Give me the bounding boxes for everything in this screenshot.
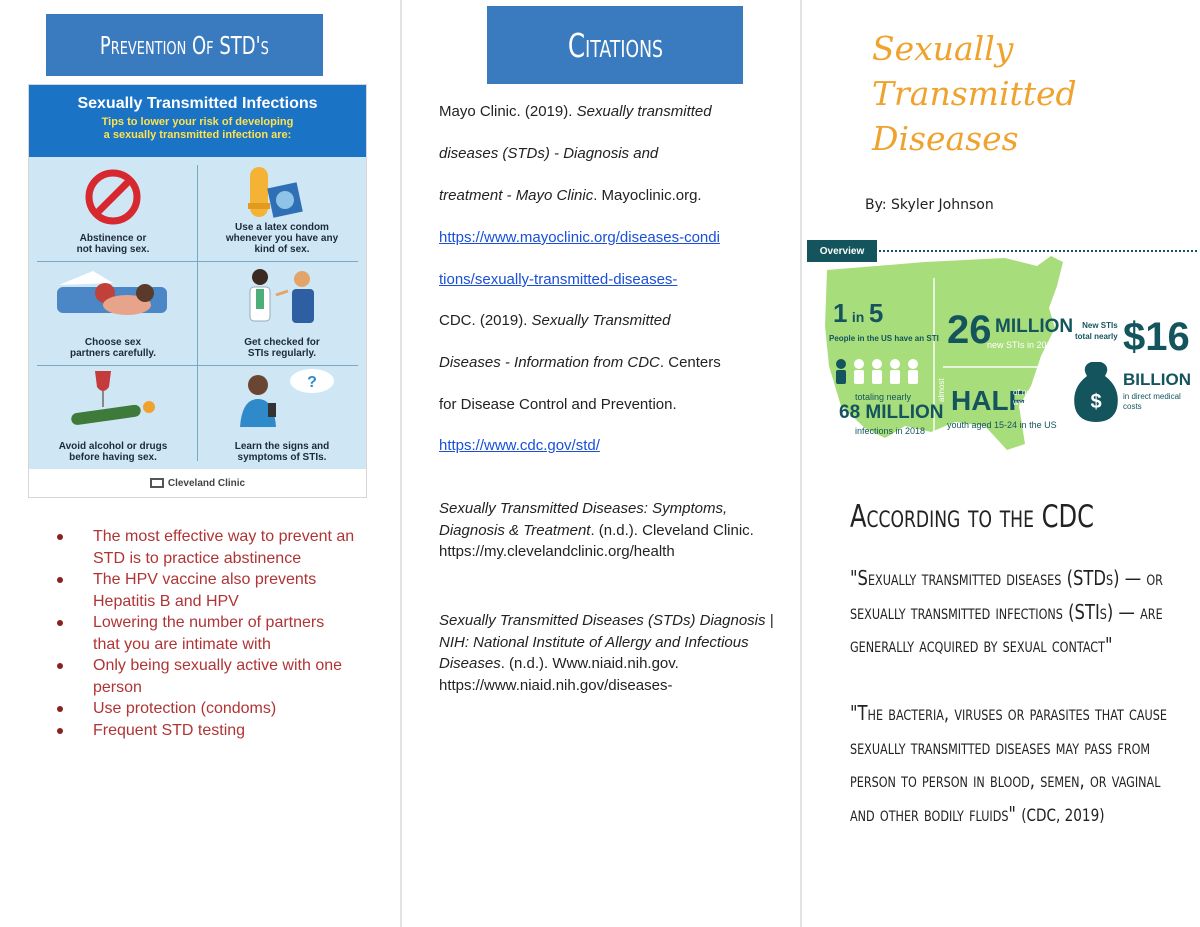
- tip-caption: Use a latex condom whenever you have any kind of sex.: [225, 222, 339, 255]
- stat-68-million: 68 MILLION: [839, 402, 944, 423]
- panel-divider-1: [400, 0, 402, 927]
- citation-niaid: Sexually Transmitted Diseases (STDs) Diagnosis | NIH: National Institute of Allergy and Infectious Diseases. (n.d.). Www.niaid.nih.gov. https://www.niaid.nih.gov/diseases-: [439, 612, 774, 694]
- infographic-tips-grid: [29, 157, 366, 469]
- stat-half-caption: of new STIs were among: [1013, 388, 1058, 407]
- stat-26: 26: [947, 308, 992, 352]
- tip-caption: Avoid alcohol or drugs before having sex.: [58, 441, 168, 463]
- couple-icon: [53, 265, 173, 331]
- tip-condom: [198, 157, 366, 261]
- citation-mayo-line3: treatment - Mayo Clinic. Mayoclinic.org.: [439, 187, 702, 204]
- prevention-infographic: [28, 84, 367, 498]
- list-item: The HPV vaccine also prevents Hepatitis B and HPV: [55, 569, 355, 612]
- citation-mayo-line1: Mayo Clinic. (2019). Sexually transmitted: [439, 103, 712, 120]
- prevention-header: Prevention Of STD's: [46, 14, 323, 76]
- mayo-clinic-link-continued[interactable]: tions/sexually-transmitted-diseases-: [439, 271, 678, 288]
- doctor-patient-icon: [232, 265, 332, 331]
- cleveland-clinic-logo-icon: [150, 478, 164, 488]
- infographic-subtitle: Tips to lower your risk of developing a sexually transmitted infection are:: [101, 116, 294, 141]
- svg-text:$: $: [1090, 391, 1102, 413]
- list-item: Frequent STD testing: [55, 720, 355, 742]
- cdc-link[interactable]: https://www.cdc.gov/std/: [439, 437, 600, 454]
- mayo-link-part2[interactable]: [439, 271, 677, 288]
- quote-citation: (CDC, 2019): [1021, 805, 1105, 826]
- tip-partners: [29, 261, 197, 365]
- tip-caption: Get checked for STIs regularly.: [244, 337, 320, 359]
- panel-divider-2: [800, 0, 802, 927]
- tip-caption: Learn the signs and symptoms of STIs.: [234, 441, 330, 463]
- mayo-link-part1[interactable]: [439, 229, 720, 246]
- tip-abstinence: [29, 157, 197, 261]
- stat-direct-costs: in direct medical costs: [1123, 392, 1181, 411]
- prevention-bullet-list: [55, 526, 355, 741]
- svg-text:?: ?: [307, 374, 317, 391]
- stat-almost: almost: [937, 378, 946, 402]
- tip-caption: Choose sex partners carefully.: [70, 337, 156, 359]
- stat-new-stis-total: New STIs total nearly: [1075, 321, 1118, 341]
- cdc-quote-2: "The bacteria, viruses or parasites that cause sexually transmitted diseases may pass from person to person in blood, semen, or vaginal and other bodily fluids" (CDC, 2019): [850, 701, 1167, 826]
- sti-overview-infographic: [805, 236, 1200, 488]
- stat-16: $16: [1123, 315, 1190, 359]
- stat-infections-2018: infections in 2018: [855, 426, 926, 436]
- citation-cleveland: Sexually Transmitted Diseases: Symptoms, Diagnosis & Treatment. (n.d.). Cleveland Clinic. https://my.clevelandclinic.org/health: [439, 500, 754, 560]
- tip-alcohol: [29, 365, 197, 469]
- stat-one-in-five: 1 in 5: [833, 298, 884, 328]
- citation-cdc-line3: for Disease Control and Prevention.: [439, 396, 677, 413]
- stat-half: HALF: [951, 385, 1026, 416]
- citation-cdc-line1: CDC. (2019). Sexually Transmitted: [439, 312, 671, 329]
- overview-tab-label: Overview: [807, 240, 877, 262]
- cdc-heading: According to the CDC: [850, 499, 1095, 535]
- tip-checked: [198, 261, 366, 365]
- author-byline: By: Skyler Johnson: [865, 197, 994, 213]
- stat-totaling: totaling nearly: [855, 392, 912, 402]
- citation-mayo-line2: diseases (STDs) - Diagnosis and: [439, 145, 659, 162]
- tip-symptoms: [198, 365, 366, 469]
- list-item: Lowering the number of partners that you are intimate with: [55, 612, 355, 655]
- stat-million: MILLION: [995, 316, 1074, 337]
- cdc-link-line[interactable]: [439, 437, 600, 454]
- stat-youth: youth aged 15-24 in the US: [947, 420, 1057, 430]
- citation-cdc-line2: Diseases - Information from CDC. Centers: [439, 354, 721, 371]
- no-sign-icon: [83, 167, 143, 227]
- list-item: Use protection (condoms): [55, 698, 355, 720]
- infographic-footer: Cleveland Clinic: [29, 469, 366, 497]
- question-icon: [228, 367, 338, 433]
- cdc-quote-1: "Sexually transmitted diseases (STDs) — or sexually transmitted infections (STIs) — are generally acquired by sexual contact": [850, 566, 1163, 657]
- infographic-banner: [29, 85, 366, 157]
- list-item: The most effective way to prevent an STD is to practice abstinence: [55, 526, 355, 569]
- stat-billion: BILLION: [1123, 370, 1191, 389]
- money-bag-icon: [1074, 362, 1118, 422]
- brochure-title: Sexually Transmitted Diseases: [872, 29, 1077, 158]
- stat-new-stis-2018: new STIs in 2018: [987, 340, 1057, 350]
- condom-icon: [240, 163, 320, 225]
- stat-caption: People in the US have an STI: [829, 334, 939, 343]
- us-map-graphic: [805, 236, 1200, 488]
- infographic-title: Sexually Transmitted Infections: [77, 95, 318, 112]
- wine-icon: [65, 367, 165, 431]
- mayo-clinic-link[interactable]: https://www.mayoclinic.org/diseases-condi: [439, 229, 720, 246]
- citations-header: Citations: [487, 6, 743, 84]
- tip-caption: Abstinence or not having sex.: [76, 233, 150, 255]
- list-item: Only being sexually active with one person: [55, 655, 355, 698]
